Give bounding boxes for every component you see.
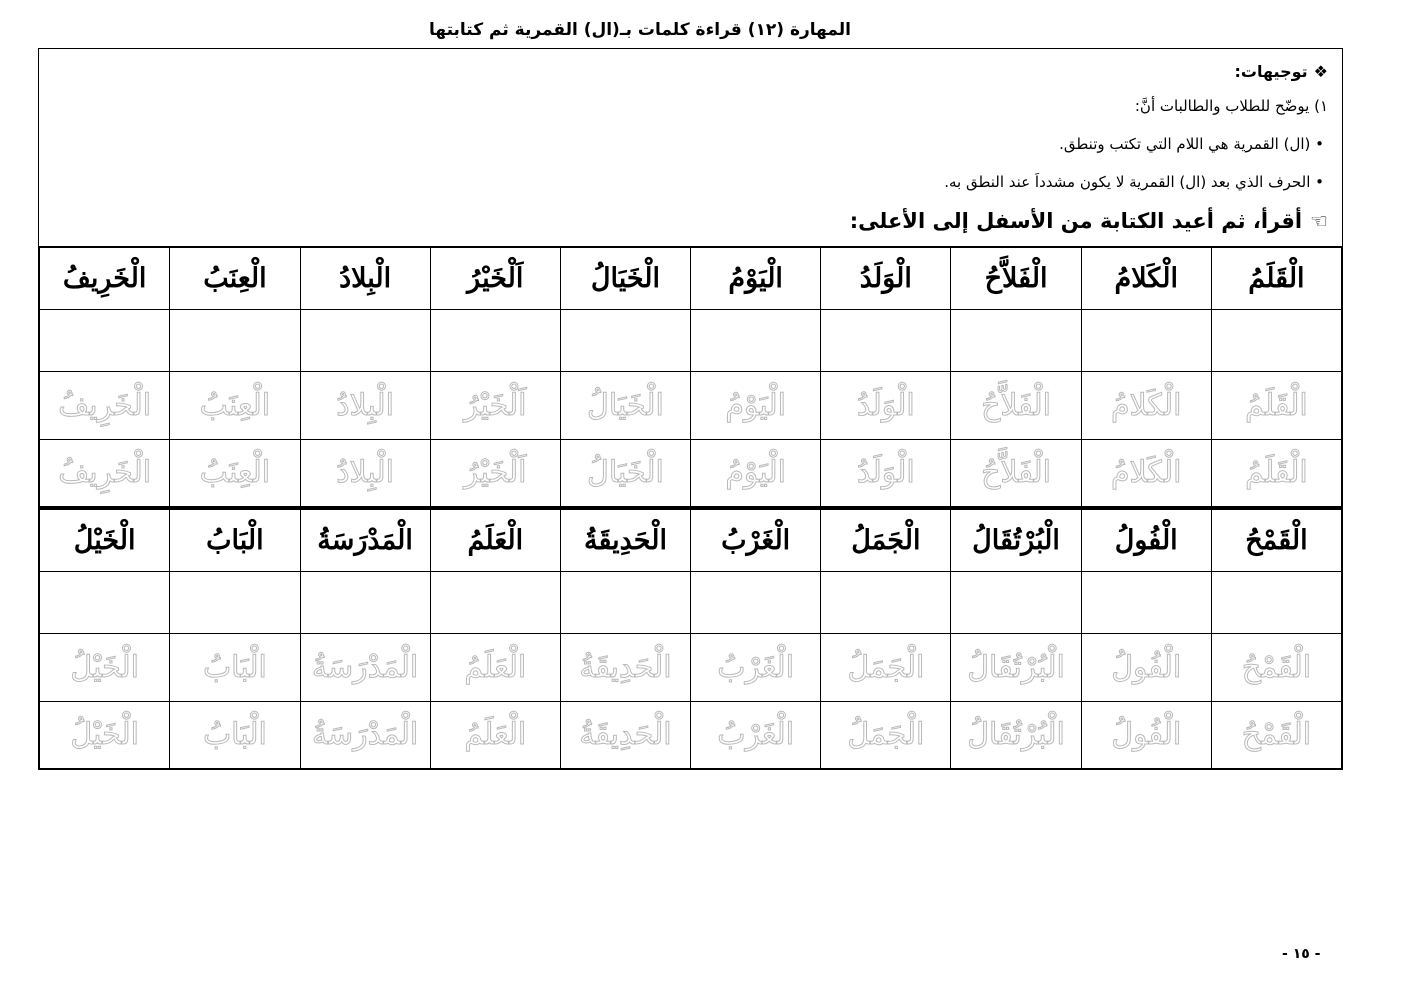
tracing-cell: الْقَلَمُ bbox=[1211, 439, 1341, 508]
instructions-heading bbox=[53, 57, 1328, 87]
bullet-dot-icon: • bbox=[1315, 173, 1324, 191]
tracing-cell: الْخَيْلُ bbox=[40, 701, 170, 768]
writing-cell[interactable] bbox=[691, 310, 821, 372]
writing-cell[interactable] bbox=[951, 310, 1081, 372]
tracing-cell: الْكَلامُ bbox=[1081, 439, 1211, 508]
word-row bbox=[40, 508, 1342, 572]
word-cell: الْيَوْمُ bbox=[691, 248, 821, 310]
page-title bbox=[0, 20, 1340, 40]
word-row bbox=[40, 248, 1342, 310]
word-cell: الْقَمْحُ bbox=[1211, 508, 1341, 572]
tracing-cell: الْغَرْبُ bbox=[691, 701, 821, 768]
word-cell: الْفَلاَّحُ bbox=[951, 248, 1081, 310]
word-cell: الْعِنَبُ bbox=[170, 248, 300, 310]
tracing-cell: الْوَلَدُ bbox=[821, 372, 951, 439]
tracing-cell: الْكَلامُ bbox=[1081, 372, 1211, 439]
tracing-cell: اَلْخَيْرُ bbox=[430, 439, 560, 508]
practice-grid bbox=[39, 247, 1342, 769]
tracing-cell: الْخَرِيفُ bbox=[40, 439, 170, 508]
instruction-task bbox=[53, 201, 1328, 241]
bullet-dot-icon: • bbox=[1315, 135, 1324, 153]
writing-row bbox=[40, 572, 1342, 634]
tracing-cell: الْفَلاَّحُ bbox=[951, 439, 1081, 508]
instruction-task-text: أقرأ، ثم أعيد الكتابة من الأسفل إلى الأعلى: bbox=[849, 209, 1303, 233]
writing-cell[interactable] bbox=[1081, 310, 1211, 372]
tracing-cell: الْخَيَالُ bbox=[560, 372, 690, 439]
tracing-cell: الْخَرِيفُ bbox=[40, 372, 170, 439]
word-cell: الْفُولُ bbox=[1081, 508, 1211, 572]
writing-cell[interactable] bbox=[40, 572, 170, 634]
word-cell: الْعَلَمُ bbox=[430, 508, 560, 572]
writing-cell[interactable] bbox=[1211, 310, 1341, 372]
tracing-cell: الْيَوْمُ bbox=[691, 439, 821, 508]
writing-cell[interactable] bbox=[1211, 572, 1341, 634]
word-cell: الْقَلَمُ bbox=[1211, 248, 1341, 310]
writing-cell[interactable] bbox=[300, 572, 430, 634]
word-cell: الْخَرِيفُ bbox=[40, 248, 170, 310]
tracing-cell: الْغَرْبُ bbox=[691, 634, 821, 701]
tracing-row bbox=[40, 439, 1342, 508]
word-cell: الْغَرْبُ bbox=[691, 508, 821, 572]
tracing-cell: الْبِلادُ bbox=[300, 439, 430, 508]
diamond-bullet-icon: ❖ bbox=[1313, 62, 1328, 81]
tracing-cell: الْوَلَدُ bbox=[821, 439, 951, 508]
word-cell: الْبِلادُ bbox=[300, 248, 430, 310]
tracing-cell: الْبِلادُ bbox=[300, 372, 430, 439]
writing-cell[interactable] bbox=[560, 310, 690, 372]
tracing-row bbox=[40, 372, 1342, 439]
tracing-cell: الْقَمْحُ bbox=[1211, 634, 1341, 701]
tracing-row bbox=[40, 634, 1342, 701]
writing-cell[interactable] bbox=[1081, 572, 1211, 634]
instruction-bullet-text: الحرف الذي بعد (ال) القمرية لا يكون مشدداَ عند النطق به. bbox=[944, 173, 1311, 191]
writing-cell[interactable] bbox=[821, 310, 951, 372]
writing-cell[interactable] bbox=[300, 310, 430, 372]
word-cell: الْمَدْرَسَةُ bbox=[300, 508, 430, 572]
tracing-cell: الْمَدْرَسَةُ bbox=[300, 701, 430, 768]
tracing-cell: الْمَدْرَسَةُ bbox=[300, 634, 430, 701]
tracing-cell: الْبَابُ bbox=[170, 634, 300, 701]
writing-cell[interactable] bbox=[430, 310, 560, 372]
tracing-cell: الْفُولُ bbox=[1081, 634, 1211, 701]
tracing-cell: الْحَدِيقَةُ bbox=[560, 634, 690, 701]
writing-cell[interactable] bbox=[430, 572, 560, 634]
writing-row bbox=[40, 310, 1342, 372]
tracing-row bbox=[40, 701, 1342, 768]
tracing-cell: الْيَوْمُ bbox=[691, 372, 821, 439]
tracing-cell: اَلْخَيْرُ bbox=[430, 372, 560, 439]
tracing-cell: الْعَلَمُ bbox=[430, 701, 560, 768]
tracing-cell: الْقَلَمُ bbox=[1211, 372, 1341, 439]
pointing-hand-icon: ☜ bbox=[1310, 209, 1328, 233]
word-cell: اَلْخَيْرُ bbox=[430, 248, 560, 310]
word-cell: الْوَلَدُ bbox=[821, 248, 951, 310]
instruction-bullet-1 bbox=[53, 125, 1328, 163]
tracing-cell: الْعِنَبُ bbox=[170, 439, 300, 508]
word-cell: الْكَلامُ bbox=[1081, 248, 1211, 310]
tracing-cell: الْعَلَمُ bbox=[430, 634, 560, 701]
writing-cell[interactable] bbox=[821, 572, 951, 634]
instruction-line-1: ١) يوضّح للطلاب والطالبات أنَّ: bbox=[1134, 97, 1328, 115]
word-cell: الْجَمَلُ bbox=[821, 508, 951, 572]
tracing-cell: الْخَيْلُ bbox=[40, 634, 170, 701]
writing-cell[interactable] bbox=[40, 310, 170, 372]
writing-cell[interactable] bbox=[170, 310, 300, 372]
word-cell: الْخَيَالُ bbox=[560, 248, 690, 310]
word-cell: الْبُرْتُقَالُ bbox=[951, 508, 1081, 572]
tracing-cell: الْفُولُ bbox=[1081, 701, 1211, 768]
writing-cell[interactable] bbox=[560, 572, 690, 634]
tracing-cell: الْجَمَلُ bbox=[821, 701, 951, 768]
instruction-bullet-2 bbox=[53, 163, 1328, 201]
tracing-cell: الْقَمْحُ bbox=[1211, 701, 1341, 768]
tracing-cell: الْفَلاَّحُ bbox=[951, 372, 1081, 439]
tracing-cell: الْبُرْتُقَالُ bbox=[951, 634, 1081, 701]
tracing-cell: الْبَابُ bbox=[170, 701, 300, 768]
writing-cell[interactable] bbox=[951, 572, 1081, 634]
page-title-text: المهارة (١٢) قراءة كلمات بـ(ال) القمرية ثم كتابتها bbox=[428, 20, 851, 40]
word-cell: الْبَابُ bbox=[170, 508, 300, 572]
instructions-box bbox=[39, 49, 1342, 247]
tracing-cell: الْجَمَلُ bbox=[821, 634, 951, 701]
page-number: - ١٥ - bbox=[1282, 946, 1321, 962]
writing-cell[interactable] bbox=[170, 572, 300, 634]
worksheet-frame bbox=[38, 48, 1343, 770]
instructions-heading-text: توجيهات: bbox=[1234, 62, 1308, 81]
instruction-bullet-text: (ال) القمرية هي اللام التي تكتب وتنطق. bbox=[1059, 135, 1311, 153]
tracing-cell: الْحَدِيقَةُ bbox=[560, 701, 690, 768]
tracing-cell: الْخَيَالُ bbox=[560, 439, 690, 508]
word-cell: الْحَدِيقَةُ bbox=[560, 508, 690, 572]
tracing-cell: الْعِنَبُ bbox=[170, 372, 300, 439]
writing-cell[interactable] bbox=[691, 572, 821, 634]
word-cell: الْخَيْلُ bbox=[40, 508, 170, 572]
tracing-cell: الْبُرْتُقَالُ bbox=[951, 701, 1081, 768]
